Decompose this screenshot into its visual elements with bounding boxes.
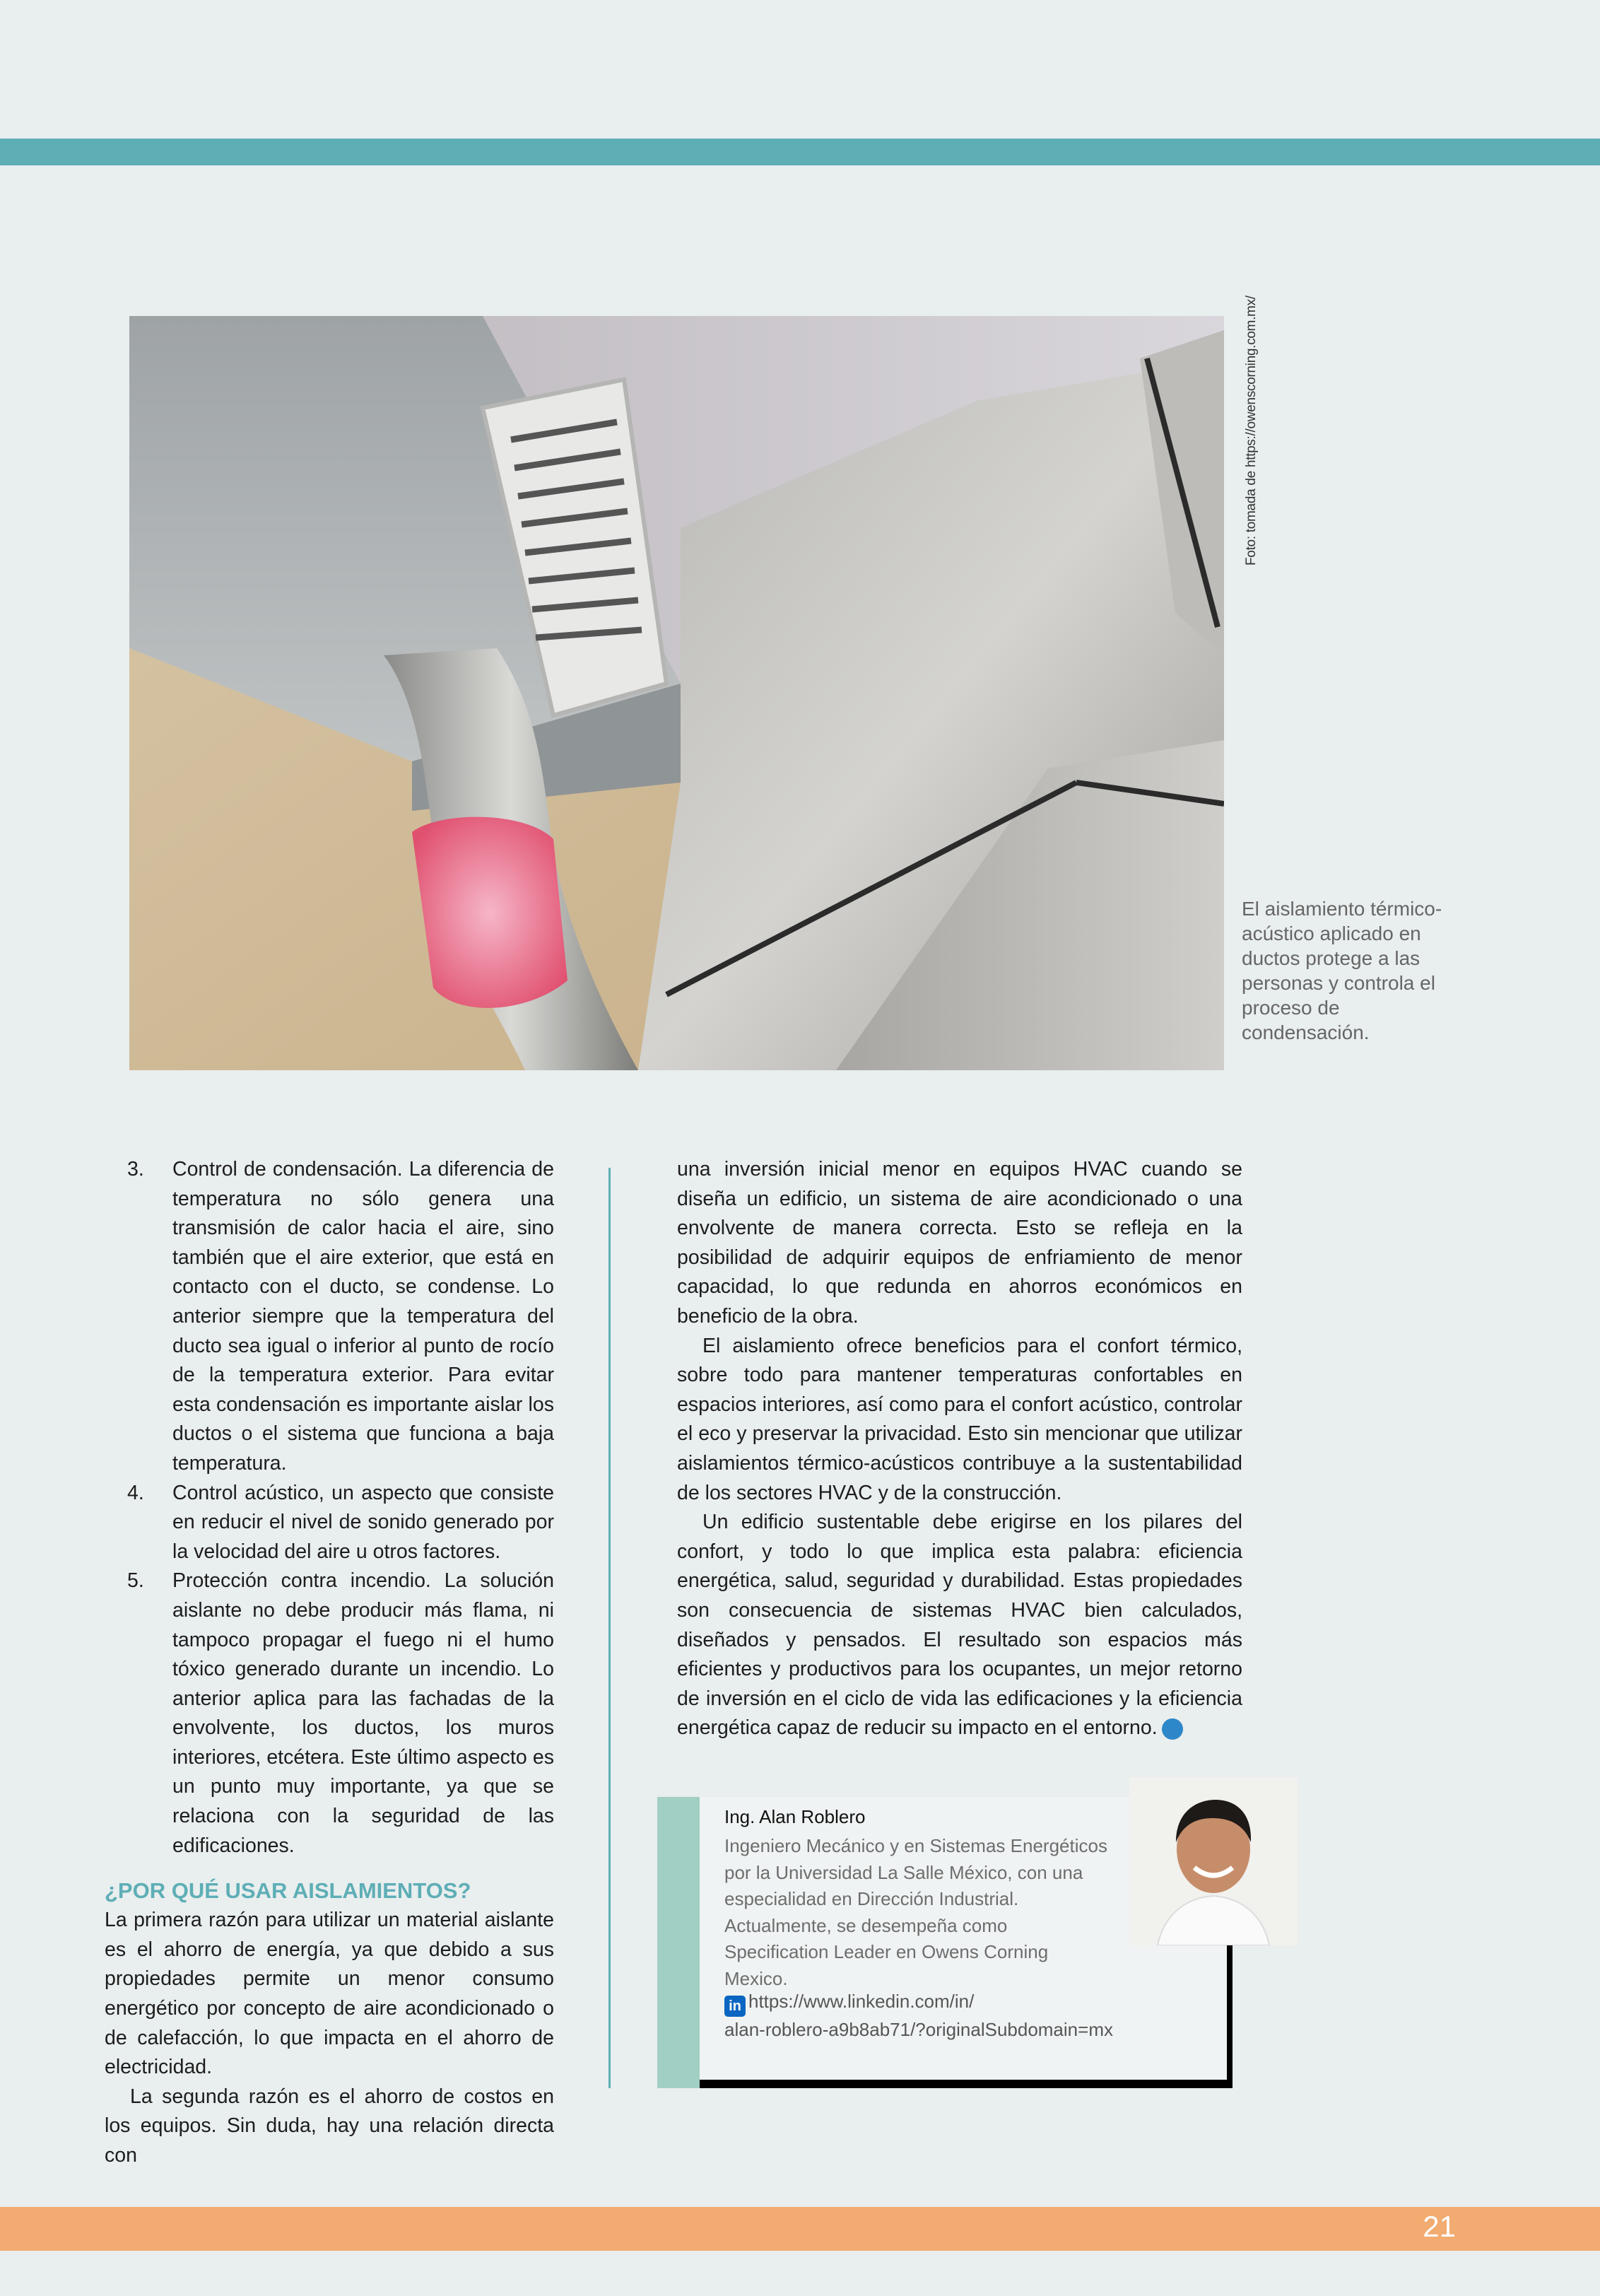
list-item bbox=[105, 1479, 554, 1567]
list-item bbox=[105, 1155, 554, 1479]
page-number: 21 bbox=[1423, 2210, 1456, 2243]
author-box-accent bbox=[657, 1797, 700, 2088]
paragraph: La segunda razón es el ahorro de costos en los equipos. Sin duda, hay una relación directa con bbox=[105, 2085, 554, 2167]
author-name: Ing. Alan Roblero bbox=[724, 1806, 866, 1827]
paragraph: La primera razón para utilizar un material aislante es el ahorro de energía, ya que debido a sus propiedades permite un menor consumo energético por concepto de aire acondicionado o de calefacción, lo que impacta en el ahorro de electricidad. bbox=[105, 1909, 554, 2079]
list-number: 4. bbox=[127, 1481, 144, 1504]
link-text-line-2: alan-roblero-a9b8ab71/?originalSubdomain=mx bbox=[724, 2019, 1113, 2040]
list-text: Protección contra incendio. La solución aislante no debe producir más flama, ni tampoco propagar el fuego ni el humo tóxico generado durante un incendio. Lo anterior aplica para las fachadas de la envolvente, los ductos, los muros interiores, etcétera. Este último aspecto es un punto muy importante, ya que se relaciona con la seguridad de las edificaciones. bbox=[172, 1569, 554, 1857]
paragraph-last bbox=[677, 1508, 1242, 1743]
author-avatar bbox=[1129, 1777, 1298, 1945]
photo-illustration bbox=[129, 316, 1224, 1070]
avatar-illustration bbox=[1129, 1777, 1298, 1945]
linkedin-icon: in bbox=[724, 1996, 746, 2017]
link-text-line-1: https://www.linkedin.com/in/ bbox=[748, 1991, 975, 2012]
list-text: Control acústico, un aspecto que consiste en reducir el nivel de sonido generado por la velocidad del aire u otros factores. bbox=[172, 1481, 554, 1563]
right-column bbox=[677, 1155, 1242, 1743]
numbered-list bbox=[105, 1155, 554, 1861]
photo-credit: Foto: tomada de https://owenscorning.com.mx/ bbox=[1244, 295, 1259, 566]
column-divider bbox=[608, 1168, 611, 2088]
top-color-band bbox=[0, 139, 1600, 165]
section-heading: ¿POR QUÉ USAR AISLAMIENTOS? bbox=[105, 1878, 471, 1904]
photo-caption: El aislamiento térmico-acústico aplicado en ductos protege a las personas y controla el proceso de condensación. bbox=[1242, 898, 1442, 1043]
left-column bbox=[105, 1155, 554, 2171]
list-number: 3. bbox=[127, 1158, 144, 1181]
end-mark-icon bbox=[1162, 1718, 1183, 1740]
list-text: Control de condensación. La diferencia de temperatura no sólo genera una transmisión de calor hacia el aire, sino también que el aire exterior, que está en contacto con el ducto, se condense. Lo anterior siempre que la temperatura del ducto sea igual o inferior al punto de rocío de la temperatura exterior. Para evitar esta condensación es importante aislar los ductos o el sistema que funciona a baja temperatura. bbox=[172, 1158, 554, 1475]
author-description: Ingeniero Mecánico y en Sistemas Energéticos por la Universidad La Salle México, con una especialidad en Dirección Industrial. Actualmente, se desempeña como Specification Leader en Owens Corning Mexico. bbox=[724, 1835, 1107, 1989]
duct-insulation-photo bbox=[129, 316, 1224, 1070]
paragraph-text: Un edificio sustentable debe erigirse en los pilares del confort, y todo lo que implica esta palabra: eficiencia energética, salud, seguridad y durabilidad. Estas propiedades son consecuencia de sistemas HVAC bien calculados, diseñados y pensados. El resultado son espacios más eficientes y productivos para los ocupantes, un mejor retorno de inversión en el ciclo de vida las edificaciones y la eficiencia energética capaz de reducir su impacto en el entorno. bbox=[677, 1511, 1242, 1740]
list-item bbox=[105, 1566, 554, 1861]
paragraph: una inversión inicial menor en equipos HVAC cuando se diseña un edificio, un sistema de aire acondicionado o una envolvente de manera correcta. Esto se refleja en la posibilidad de adquirir equipos de enfriamiento de menor capacidad, lo que redunda en ahorros económicos en beneficio de la obra. bbox=[677, 1158, 1242, 1328]
list-number: 5. bbox=[127, 1569, 144, 1593]
footer-band bbox=[0, 2207, 1600, 2251]
paragraph: El aislamiento ofrece beneficios para el confort térmico, sobre todo para mantener temperaturas confortables en espacios interiores, así como para el confort acústico, controlar el eco y preservar la privacidad. Esto sin mencionar que utilizar aislamientos térmico-acústicos contribuye a la sustentabilidad de los sectores HVAC y de la construcción. bbox=[677, 1334, 1242, 1504]
author-linkedin-link[interactable] bbox=[724, 1988, 1219, 2044]
